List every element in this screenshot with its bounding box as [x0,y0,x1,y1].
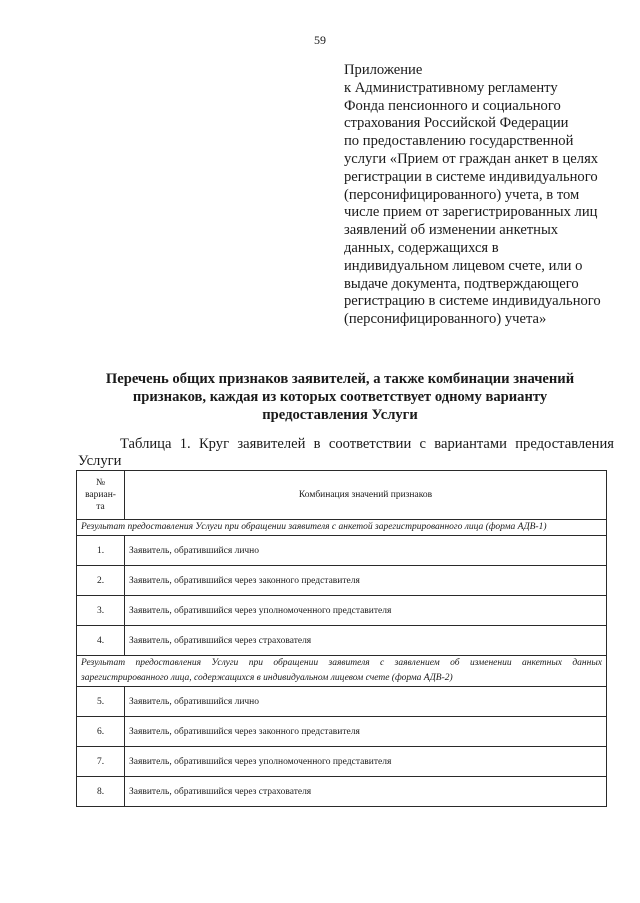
table-row [77,626,607,656]
section-heading [60,370,620,424]
row-text: Заявитель, обратившийся через уполномоченного представителя [125,747,607,777]
table-row [77,687,607,717]
row-number: 4. [77,626,125,656]
appendix-line: услуги «Прием от граждан анкет в целях [344,150,599,167]
table-row [77,747,607,777]
row-number: 7. [77,747,125,777]
appendix-line: выдаче документа, подтверждающего [344,275,579,292]
row-text: Заявитель, обратившийся через законного представителя [125,717,607,747]
section-title: Результат предоставления Услуги при обращении заявителя с заявлением об изменении анкетных данных зарегистрированного лица, содержащихся в индивидуальном лицевом счете (форма АДВ-2) [77,656,607,687]
row-number: 6. [77,717,125,747]
header-variant-number: № вариан-та [77,471,125,520]
row-text: Заявитель, обратившийся лично [125,536,607,566]
row-number: 8. [77,777,125,807]
appendix-line: страхования Российской Федерации [344,115,569,132]
appendix-line: регистрации в системе индивидуального [344,168,598,185]
heading-line: предоставления Услуги [262,407,418,423]
table-caption-line1: Таблица 1. Круг заявителей в соответствии с вариантами предоставления [120,436,614,452]
appendix-line: (персонифицированного) учета» [344,311,547,328]
table-caption-line2: Услуги [78,453,122,469]
appendix-line: по предоставлению государственной [344,133,574,150]
table-section-row [77,656,607,687]
row-text: Заявитель, обратившийся лично [125,687,607,717]
table-row [77,717,607,747]
row-number: 2. [77,566,125,596]
appendix-line: к Административному регламенту [344,79,558,96]
row-number: 5. [77,687,125,717]
row-text: Заявитель, обратившийся через страхователя [125,777,607,807]
page-number: 59 [314,33,326,47]
appendix-line: данных, содержащихся в [344,239,499,256]
appendix-line: индивидуальном лицевом счете, или о [344,257,583,274]
appendix-line: Приложение [344,62,423,78]
appendix-block [344,62,624,329]
appendix-line: заявлений об изменении анкетных [344,222,559,239]
appendix-line: регистрацию в системе индивидуального [344,293,601,310]
row-number: 3. [77,596,125,626]
row-text: Заявитель, обратившийся через уполномоченного представителя [125,596,607,626]
appendix-line: Фонда пенсионного и социального [344,97,561,114]
applicants-table [76,470,607,807]
appendix-line: числе прием от зарегистрированных лиц [344,204,598,221]
section-title: Результат предоставления Услуги при обращении заявителя с анкетой зарегистрированного лица (форма АДВ-1) [77,520,607,536]
header-combination: Комбинация значений признаков [125,471,607,520]
row-number: 1. [77,536,125,566]
row-text: Заявитель, обратившийся через страхователя [125,626,607,656]
table-section-row [77,520,607,536]
table-row [77,596,607,626]
appendix-line: (персонифицированного) учета, в том [344,186,580,203]
heading-line: признаков, каждая из которых соответствует одному варианту [132,389,548,405]
table-header-row [77,471,607,520]
row-text: Заявитель, обратившийся через законного представителя [125,566,607,596]
table-row [77,777,607,807]
table-row [77,566,607,596]
table-caption [78,436,614,470]
heading-line: Перечень общих признаков заявителей, а также комбинации значений [105,371,575,387]
table-row [77,536,607,566]
